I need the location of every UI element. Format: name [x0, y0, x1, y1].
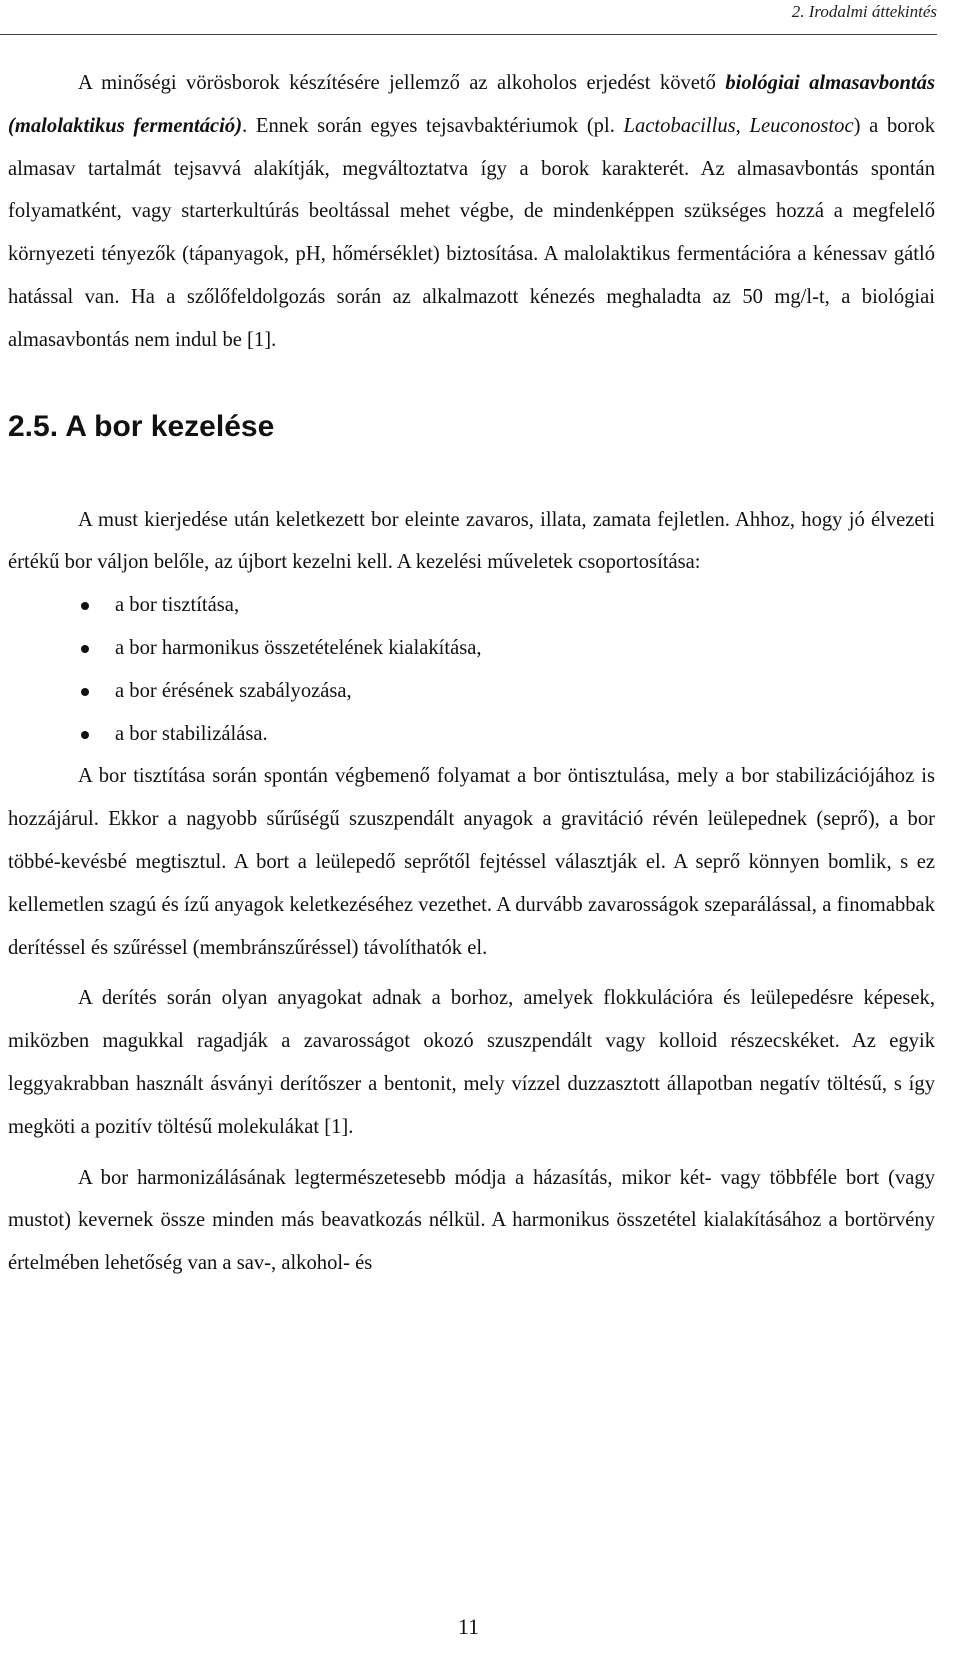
list-item — [8, 713, 935, 756]
section-heading: 2.5. A bor kezelése — [8, 409, 275, 443]
paragraph-blending: A bor harmonizálásának legtermészetesebb módja a házasítás, mikor két- vagy többféle bort (vagy mustot) kevernek össze minden más beavatkozás nélkül. A harmonikus összetétel kialakításához a bortörvény értelmében lehetőség van a sav-, alkohol- és — [8, 1166, 935, 1275]
text-run: A minőségi vörösborok készítésére jellemző az alkoholos erjedést követő — [78, 72, 726, 94]
list-item-text: a bor stabilizálása. — [115, 722, 268, 745]
paragraph-malolactic — [8, 62, 935, 362]
list-item-text: a bor érésének szabályozása, — [115, 679, 352, 702]
text-run: ) a borok almasav tartalmát tejsavvá alakítják, megváltoztatva így a borok karakterét. Az almasavbontás spontán folyamatként, vagy starterkultúrás beoltással mehet végbe, de mindenképpen szükséges hozzá a megfelelő környezeti tényezők (tápanyagok, pH, hőmérséklet) biztosítása. A malolaktikus fermentációra a kénessav gátló hatással van. Ha a szőlőfeldolgozás során az alkalmazott kénezés meghaladta az 50 mg/l-t, a biológiai almasavbontás nem indul be [1]. — [8, 114, 935, 351]
bullet-icon — [81, 731, 89, 739]
treatment-operations-list — [8, 584, 935, 755]
text-run: . Ennek során egyes tejsavbaktériumok (pl. — [242, 114, 624, 137]
bullet-icon — [81, 688, 89, 696]
list-item — [8, 627, 935, 670]
running-header — [0, 0, 937, 35]
document-body — [8, 62, 935, 1285]
list-item-text: a bor tisztítása, — [115, 594, 240, 617]
bullet-icon — [81, 602, 89, 610]
bold-term-malolactic: biológiai almasavbontás (malolaktikus fermentáció) — [8, 72, 935, 137]
italic-genus-lactobacillus: Lactobacillus — [623, 114, 736, 137]
paragraph-fining: A derítés során olyan anyagokat adnak a borhoz, amelyek flokkulációra és leülepedésre képesek, miközben magukkal ragadják a zavarosságot okozó szuszpendált vagy kolloid részecskéket. Az egyik leggyakrabban használt ásványi derítőszer a bentonit, mely vízzel duzzasztott állapotban negatív töltésű, s így megköti a pozitív töltésű molekulákat [1]. — [8, 987, 935, 1138]
paragraph-clarification: A bor tisztítása során spontán végbemenő folyamat a bor öntisztulása, mely a bor stabilizációjához is hozzájárul. Ekkor a nagyobb sűrűségű szuszpendált anyagok a gravitáció révén leülepednek (seprő), a bor többé-kevésbé megtisztul. A bort a leülepedő seprőtől fejtéssel választják el. A seprő könnyen bomlik, s ez kellemetlen szagú és ízű anyagok keletkezéséhez vezethet. A durvább zavarosságok szeparálással, a finomabbak derítéssel és szűréssel (membránszűréssel) távolíthatók el. — [8, 765, 935, 959]
italic-genus-leuconostoc: Leuconostoc — [749, 114, 854, 137]
text-run: , — [735, 114, 750, 137]
list-item — [8, 670, 935, 713]
list-item — [8, 584, 935, 627]
header-section-title: 2. Irodalmi áttekintés — [791, 2, 937, 21]
list-item-text: a bor harmonikus összetételének kialakítása, — [115, 636, 482, 659]
paragraph-wine-treatment-intro: A must kierjedése után keletkezett bor eleinte zavaros, illata, zamata fejletlen. Ahhoz, hogy jó élvezeti értékű bor váljon belőle, az újbort kezelni kell. A kezelési műveletek csoportosítása: — [8, 508, 935, 574]
bullet-icon — [81, 645, 89, 653]
page-number: 11 — [457, 1614, 480, 1639]
